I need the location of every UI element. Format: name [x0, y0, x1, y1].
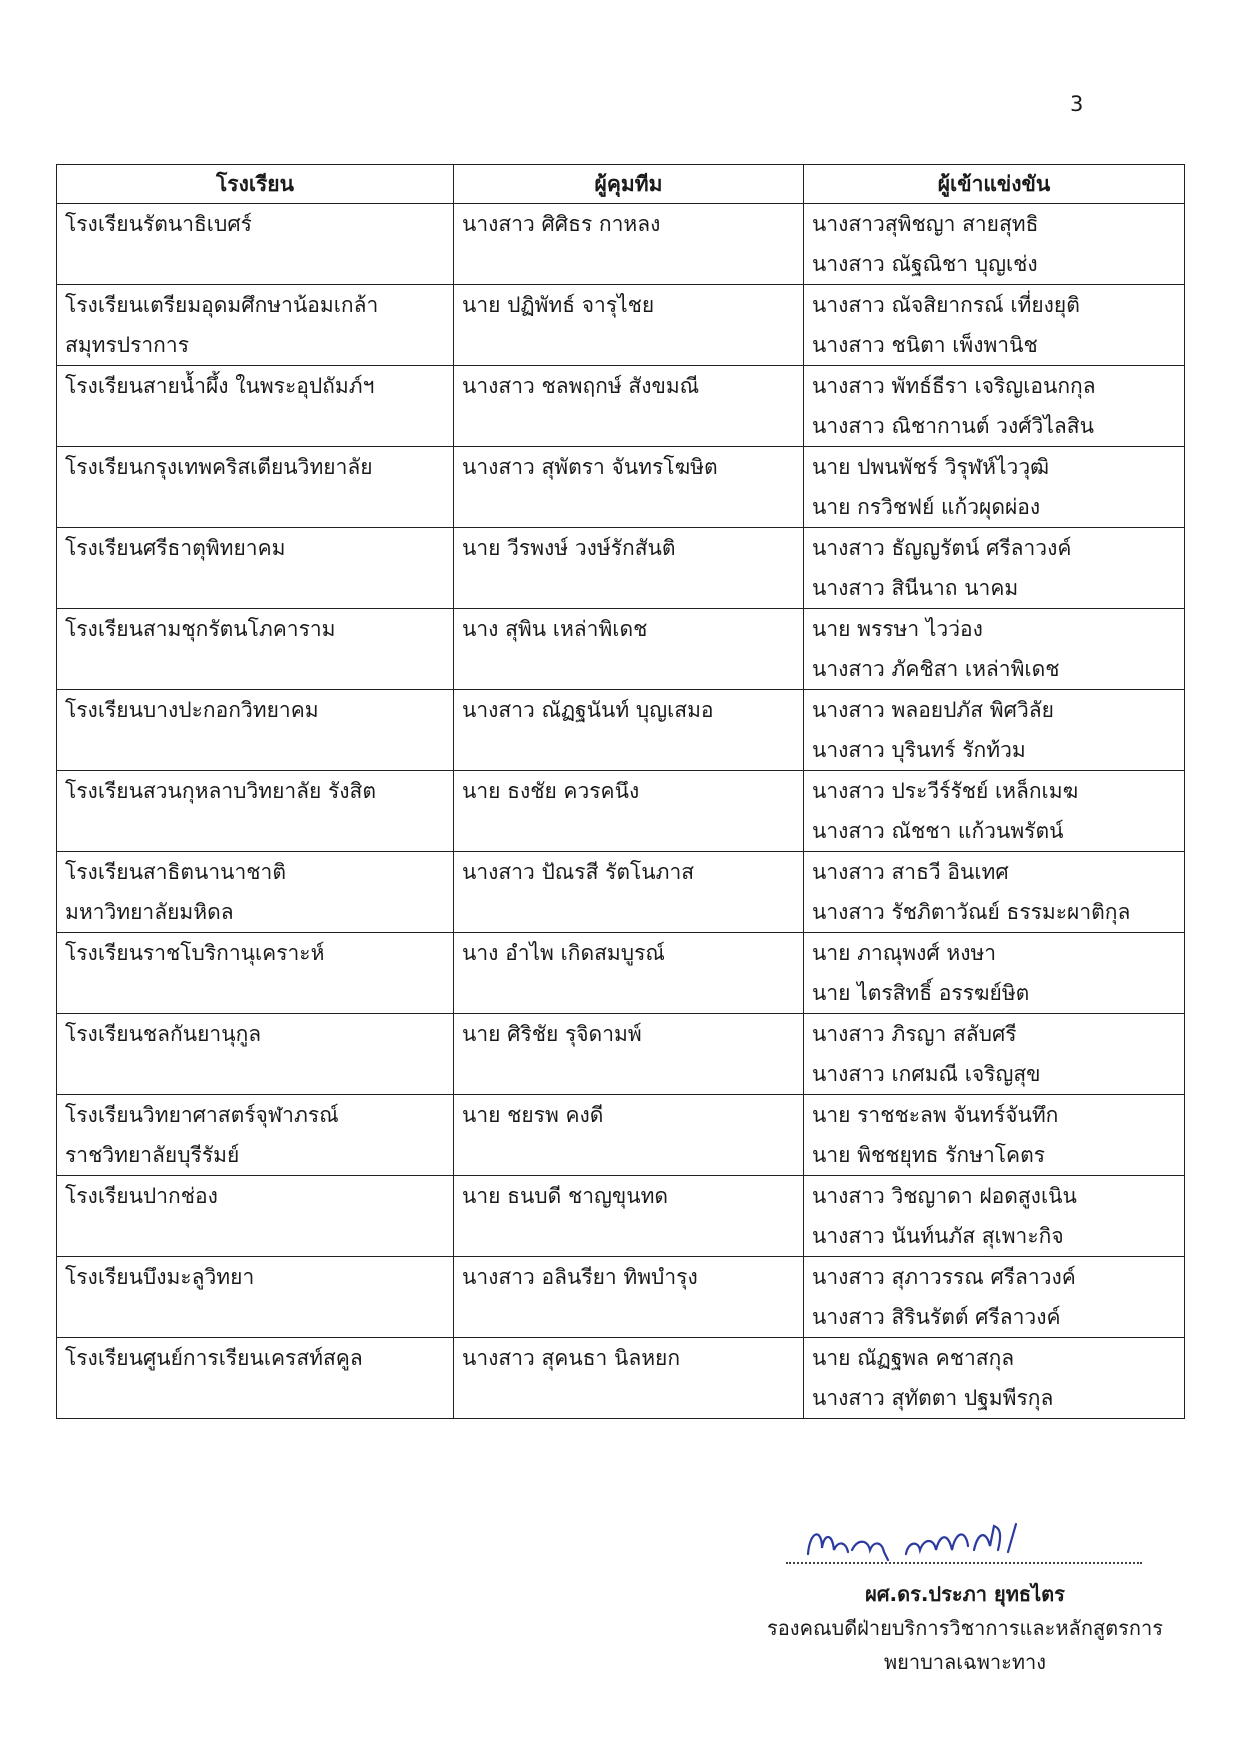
participant-name: นางสาว วิชญาดา ฝอดสูงเนิน — [812, 1184, 1077, 1208]
participants-cell — [804, 285, 1185, 366]
table-row — [57, 1257, 1185, 1338]
school-name-line: โรงเรียนเตรียมอุดมศึกษาน้อมเกล้า — [65, 293, 379, 317]
school-cell — [57, 528, 454, 609]
participant-name: นาย พิชชยุทธ รักษาโคตร — [812, 1143, 1045, 1167]
school-cell — [57, 1014, 454, 1095]
school-cell — [57, 447, 454, 528]
table-row — [57, 204, 1185, 285]
participant-name: นางสาว ชนิตา เพ็งพานิช — [812, 333, 1038, 357]
participants-cell — [804, 690, 1185, 771]
participant-name: นางสาว พลอยปภัส พิศวิลัย — [812, 698, 1054, 722]
supervisor-cell — [454, 528, 804, 609]
supervisor-cell — [454, 1095, 804, 1176]
supervisor-cell — [454, 366, 804, 447]
participants-cell — [804, 933, 1185, 1014]
table-row — [57, 528, 1185, 609]
participant-name: นางสาว สาธวี อินเทศ — [812, 860, 1009, 884]
supervisor-cell — [454, 1014, 804, 1095]
table-row — [57, 933, 1185, 1014]
participant-name: นาย ราชชะลพ จันทร์จันทึก — [812, 1103, 1059, 1127]
signer-position-line-2: พยาบาลเฉพาะทาง — [883, 1650, 1047, 1674]
participant-name: นางสาว ภัคชิสา เหล่าพิเดช — [812, 657, 1060, 681]
supervisor-cell — [454, 771, 804, 852]
school-cell — [57, 1095, 454, 1176]
supervisor-name: นาง อำไพ เกิดสมบูรณ์ — [462, 941, 665, 965]
participant-name: นางสาว ธัญญรัตน์ ศรีลาวงค์ — [812, 536, 1072, 560]
school-name-line: โรงเรียนวิทยาศาสตร์จุฬาภรณ์ — [65, 1103, 339, 1127]
participant-name: นาย ปพนพัชร์ วิรุฬห์ไววุฒิ — [812, 455, 1050, 479]
supervisor-name: นาย ธนบดี ชาญขุนทด — [462, 1184, 669, 1208]
table-row — [57, 1014, 1185, 1095]
school-name-line: สมุทรปราการ — [65, 333, 189, 357]
school-cell — [57, 609, 454, 690]
participant-name: นางสาว บุรินทร์ รักท้วม — [812, 738, 1026, 762]
supervisor-name: นางสาว อลินรียา ทิพบำรุง — [462, 1265, 698, 1289]
participant-name: นางสาว ณัฐณิชา บุญเช่ง — [812, 252, 1038, 276]
supervisor-cell — [454, 285, 804, 366]
supervisor-name: นางสาว ปัณรสี รัตโนภาส — [462, 860, 695, 884]
supervisor-name: นาง สุพิน เหล่าพิเดช — [462, 617, 648, 641]
supervisor-cell — [454, 690, 804, 771]
supervisor-cell — [454, 447, 804, 528]
table-row — [57, 771, 1185, 852]
school-name-line: โรงเรียนสามชุกรัตนโภคาราม — [65, 617, 336, 641]
participant-name: นางสาว ประวีร์รัชย์ เหล็กเมฆ — [812, 779, 1079, 803]
participant-name: นางสาวสุพิชญา สายสุทธิ — [812, 212, 1039, 236]
supervisor-name: นาย ชยรพ คงดี — [462, 1103, 604, 1127]
supervisor-name: นางสาว ศิศิธร กาหลง — [462, 212, 661, 236]
table-row — [57, 366, 1185, 447]
school-name-line: โรงเรียนสาธิตนานาชาติ — [65, 860, 286, 884]
supervisor-cell — [454, 1257, 804, 1338]
school-cell — [57, 690, 454, 771]
supervisor-cell — [454, 204, 804, 285]
participant-name: นางสาว ภิรญา สลับศรี — [812, 1022, 1017, 1046]
header-school: โรงเรียน — [57, 165, 454, 204]
supervisor-name: นาย วีรพงษ์ วงษ์รักสันติ — [462, 536, 676, 560]
supervisor-name: นาย ธงชัย ควรคนึง — [462, 779, 640, 803]
participant-name: นาย ภาณุพงศ์ หงษา — [812, 941, 997, 965]
school-name-line: โรงเรียนบางปะกอกวิทยาคม — [65, 698, 319, 722]
signer-position-line-1: รองคณบดีฝ่ายบริการวิชาการและหลักสูตรการ — [767, 1616, 1163, 1640]
participant-name: นาย ไตรสิทธิ์ อรรฆย์ษิต — [812, 981, 1030, 1005]
school-name-line: โรงเรียนบึงมะลูวิทยา — [65, 1265, 255, 1289]
participant-name: นาย พรรษา ไวว่อง — [812, 617, 983, 641]
participant-name: นาย กรวิชฟย์ แก้วผุดผ่อง — [812, 495, 1041, 519]
table-row — [57, 690, 1185, 771]
school-name-line: โรงเรียนสวนกุหลาบวิทยาลัย รังสิต — [65, 779, 377, 803]
page-number: 3 — [1070, 92, 1084, 116]
school-name-line: โรงเรียนกรุงเทพคริสเตียนวิทยาลัย — [65, 455, 373, 479]
header-participants: ผู้เข้าแข่งขัน — [804, 165, 1185, 204]
participants-cell — [804, 1176, 1185, 1257]
participants-cell — [804, 1257, 1185, 1338]
supervisor-cell — [454, 1176, 804, 1257]
school-cell — [57, 852, 454, 933]
table-row — [57, 1095, 1185, 1176]
table-row — [57, 447, 1185, 528]
table-header-row — [57, 165, 1185, 204]
school-name-line: โรงเรียนปากช่อง — [65, 1184, 218, 1208]
school-name-line: โรงเรียนรัตนาธิเบศร์ — [65, 212, 252, 236]
participant-name: นางสาว เกศมณี เจริญสุข — [812, 1062, 1041, 1086]
supervisor-name: นางสาว ชลพฤกษ์ สังขมณี — [462, 374, 700, 398]
school-cell — [57, 771, 454, 852]
participant-name: นางสาว ณัชชา แก้วนพรัตน์ — [812, 819, 1064, 843]
supervisor-name: นางสาว สุคนธา นิลหยก — [462, 1346, 681, 1370]
supervisor-cell — [454, 852, 804, 933]
school-name-line: โรงเรียนราชโบริกานุเคราะห์ — [65, 941, 325, 965]
supervisor-cell — [454, 933, 804, 1014]
school-cell — [57, 285, 454, 366]
school-cell — [57, 366, 454, 447]
participants-cell — [804, 528, 1185, 609]
participant-name: นางสาว ณัจสิยากรณ์ เที่ยงยุติ — [812, 293, 1080, 317]
supervisor-name: นาย ปฏิพัทธ์ จารุไชย — [462, 293, 655, 317]
school-name-line: โรงเรียนศูนย์การเรียนเครสท์สคูล — [65, 1346, 363, 1370]
participants-cell — [804, 447, 1185, 528]
participants-cell — [804, 1338, 1185, 1419]
school-name-line: ราชวิทยาลัยบุรีรัมย์ — [65, 1143, 240, 1167]
signature-line — [786, 1562, 1142, 1564]
participant-name: นางสาว สุทัตตา ปฐมพีรกุล — [812, 1386, 1054, 1410]
participant-name: นางสาว พัทธ์ธีรา เจริญเอนกกุล — [812, 374, 1096, 398]
signer-name: ผศ.ดร.ประภา ยุทธไตร — [865, 1582, 1065, 1606]
school-name-line: มหาวิทยาลัยมหิดล — [65, 900, 234, 924]
school-cell — [57, 204, 454, 285]
school-cell — [57, 1338, 454, 1419]
participants-cell — [804, 771, 1185, 852]
participants-cell — [804, 204, 1185, 285]
supervisor-name: นางสาว ณัฏฐนันท์ บุญเสมอ — [462, 698, 714, 722]
table-row — [57, 852, 1185, 933]
school-cell — [57, 1257, 454, 1338]
supervisor-cell — [454, 1338, 804, 1419]
header-supervisor: ผู้คุมทีม — [454, 165, 804, 204]
participants-cell — [804, 366, 1185, 447]
participant-name: นางสาว นันท์นภัส สุเพาะกิจ — [812, 1224, 1064, 1248]
table-row — [57, 1338, 1185, 1419]
participants-cell — [804, 1095, 1185, 1176]
participant-name: นางสาว สุภาวรรณ ศรีลาวงค์ — [812, 1265, 1076, 1289]
participant-name: นางสาว สินีนาถ นาคม — [812, 576, 1019, 600]
participants-table — [56, 164, 1185, 1419]
school-name-line: โรงเรียนสายน้ำผึ้ง ในพระอุปถัมภ์ฯ — [65, 374, 375, 398]
signature-mark — [788, 1520, 1140, 1564]
school-cell — [57, 933, 454, 1014]
school-cell — [57, 1176, 454, 1257]
table-row — [57, 285, 1185, 366]
supervisor-cell — [454, 609, 804, 690]
supervisor-name: นาย ศิริชัย รุจิดามพ์ — [462, 1022, 642, 1046]
school-name-line: โรงเรียนชลกันยานุกูล — [65, 1022, 262, 1046]
school-name-line: โรงเรียนศรีธาตุพิทยาคม — [65, 536, 286, 560]
participants-cell — [804, 852, 1185, 933]
participant-name: นางสาว สิรินรัตต์ ศรีลาวงค์ — [812, 1305, 1061, 1329]
participant-name: นางสาว รัชภิตาวัณย์ ธรรมะผาติกุล — [812, 900, 1131, 924]
participant-name: นางสาว ณิชากานต์ วงศ์วิไลสิน — [812, 414, 1094, 438]
participant-name: นาย ณัฏฐพล คชาสกุล — [812, 1346, 1015, 1370]
table-body — [57, 204, 1185, 1419]
participants-cell — [804, 1014, 1185, 1095]
table-row — [57, 1176, 1185, 1257]
participants-cell — [804, 609, 1185, 690]
table-row — [57, 609, 1185, 690]
supervisor-name: นางสาว สุพัตรา จันทรโฆษิต — [462, 455, 718, 479]
